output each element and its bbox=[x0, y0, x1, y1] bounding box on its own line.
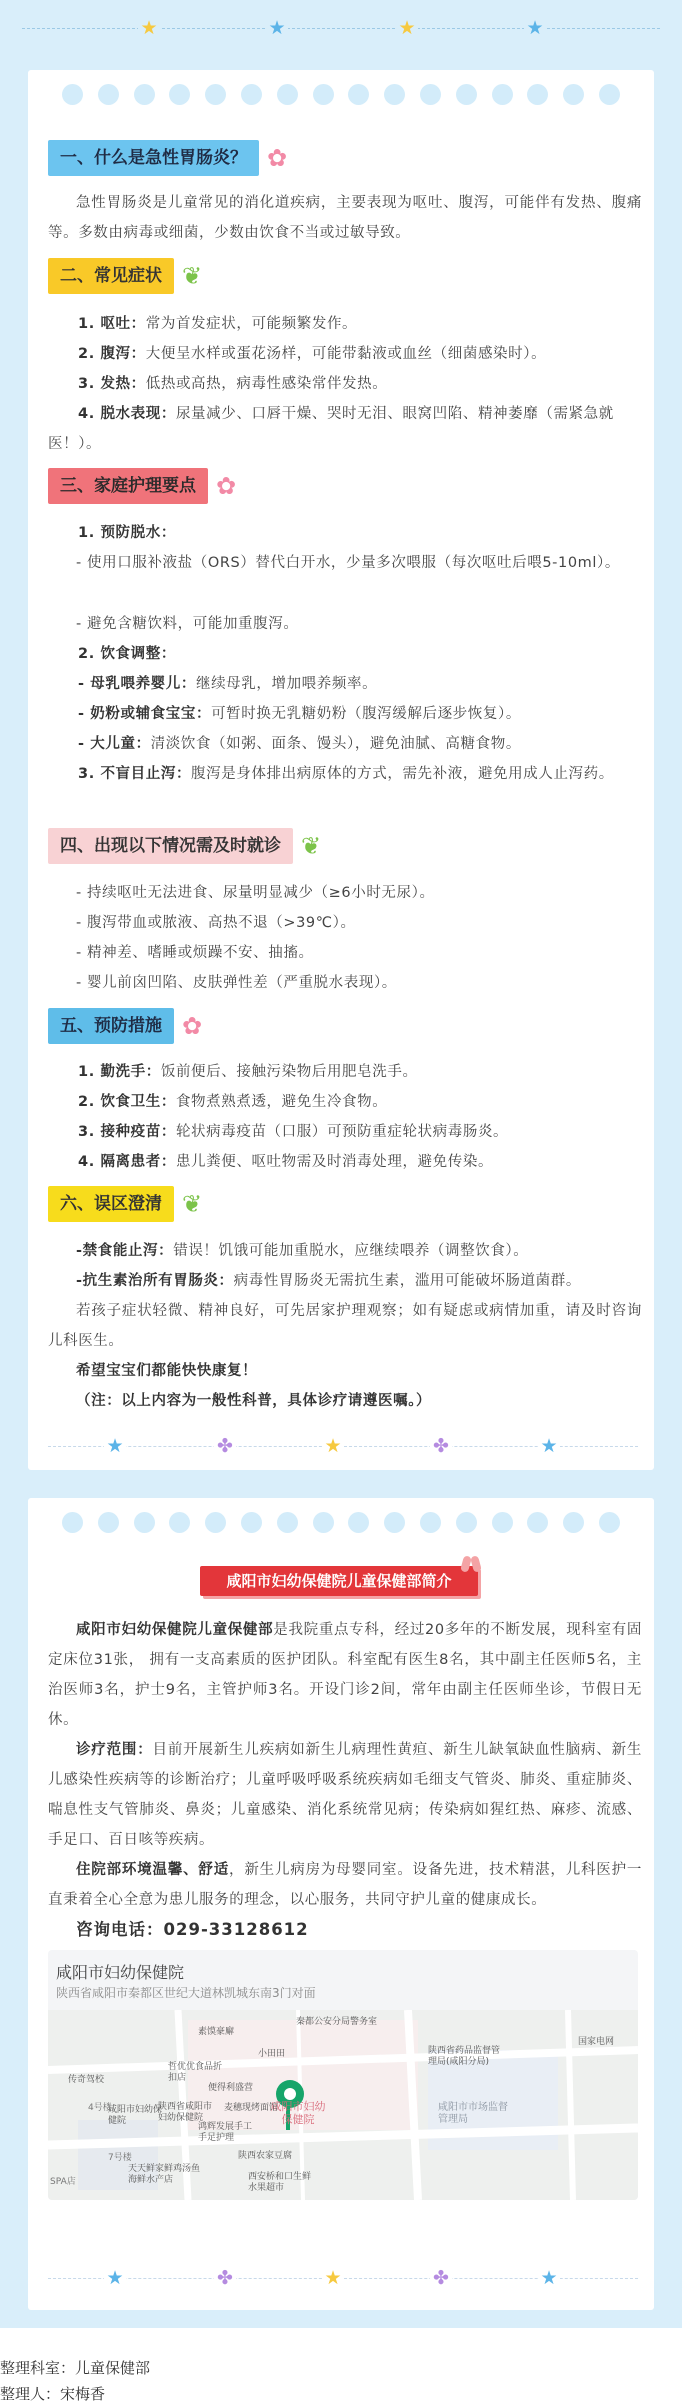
star-icon: ★ bbox=[538, 1435, 560, 1457]
clover-icon: ✤ bbox=[214, 1435, 236, 1457]
department-scope: 诊疗范围：目前开展新生儿疾病如新生儿病理性黄疸、新生儿缺氧缺血性脑病、新生儿感染性疾病等的诊断治疗；儿童呼吸呼吸系统疾病如毛细支气管炎、肺炎、重症肺炎、喘息性支气管肺炎、鼻炎；儿童感染、消化系统常见病；传染病如猩红热、麻疹、流感、手足口、百日咳等疾病。 bbox=[48, 1742, 642, 1848]
section-title: 五、预防措施 bbox=[48, 1008, 174, 1044]
section-title: 二、常见症状 bbox=[48, 258, 174, 294]
leaf-icon: ❦ bbox=[182, 1190, 203, 1218]
department-environment: 住院部环境温馨、舒适，新生儿病房为母婴同室。设备先进，技术精湛，儿科医护一直秉着全心全意为患儿服务的理念，以心服务，共同守护儿童的健康成长。 bbox=[48, 1862, 642, 1908]
map-label: 西安桥和口生鲜水果超市 bbox=[248, 2172, 312, 2193]
care-heading: 3. 不盲目止泻：腹泻是身体排出病原体的方式，需先补液，避免用成人止泻药。 bbox=[78, 766, 614, 782]
star-divider bbox=[22, 14, 660, 42]
star-divider bbox=[48, 1432, 638, 1460]
section-header-5 bbox=[48, 1008, 202, 1044]
prevention-item: 2. 饮食卫生：食物煮熟煮透，避免生冷食物。 bbox=[78, 1094, 388, 1110]
map-card[interactable] bbox=[48, 1950, 638, 2200]
section-header-3 bbox=[48, 468, 236, 504]
star-icon: ★ bbox=[322, 2267, 344, 2289]
map-address: 陕西省咸阳市秦都区世纪大道林凯城东南3门对面 bbox=[56, 1986, 316, 2000]
footer-person: 整理人：宋梅香 bbox=[0, 2385, 106, 2403]
prevention-item: 1. 勤洗手：饭前便后、接触污染物后用肥皂洗手。 bbox=[78, 1064, 418, 1080]
star-icon: ★ bbox=[524, 17, 546, 39]
flower-icon: ✿ bbox=[216, 472, 237, 500]
care-heading: 1. 预防脱水： bbox=[78, 525, 176, 541]
flower-icon: ✿ bbox=[182, 1012, 203, 1040]
dot-row bbox=[62, 1512, 620, 1534]
map-label: 咸阳市市场监督管理局 bbox=[438, 2102, 508, 2125]
section-title: 三、家庭护理要点 bbox=[48, 468, 208, 504]
map-label: 小田田 bbox=[258, 2049, 286, 2059]
section-header-2 bbox=[48, 258, 202, 294]
symptom-item: 4. 脱水表现：尿量减少、口唇干燥、哭时无泪、眼窝凹陷、精神萎靡（需紧急就医！）。 bbox=[48, 406, 614, 452]
wish-text: 希望宝宝们都能快快康复！ bbox=[76, 1363, 258, 1379]
map-label: 陕西省药品监督管理局(咸阳分局) bbox=[428, 2046, 501, 2067]
prevention-item: 3. 接种疫苗：轮状病毒疫苗（口服）可预防重症轮状病毒肠炎。 bbox=[78, 1124, 509, 1140]
warning-item: - 持续呕吐无法进食、尿量明显减少（≥6小时无尿）。 bbox=[76, 885, 435, 901]
warning-item: - 精神差、嗜睡或烦躁不安、抽搐。 bbox=[76, 945, 314, 961]
map-label: 鸿辉发展手工手足护理 bbox=[198, 2122, 253, 2143]
map-label: 麦穗现烤面馆 bbox=[224, 2103, 279, 2113]
map-label: 4号楼 bbox=[88, 2103, 112, 2113]
star-icon: ★ bbox=[104, 1435, 126, 1457]
map-pin-label: 咸阳市妇幼保健院 bbox=[270, 2100, 326, 2126]
map-label: 咸阳市妇幼保健院 bbox=[108, 2105, 163, 2126]
diet-item: - 母乳喂养婴儿：继续母乳，增加喂养频率。 bbox=[78, 676, 378, 692]
map-label: 陕西省咸阳市妇幼保健院 bbox=[158, 2102, 213, 2123]
warning-item: - 婴儿前囟凹陷、皮肤弹性差（严重脱水表现）。 bbox=[76, 975, 397, 991]
map-place-name: 咸阳市妇幼保健院 bbox=[56, 1963, 185, 1982]
intro-paragraph: 急性胃肠炎是儿童常见的消化道疾病，主要表现为呕吐、腹泻，可能伴有发热、腹痛等。多数由病毒或细菌，少数由饮食不当或过敏导致。 bbox=[48, 195, 642, 241]
department-banner: 咸阳市妇幼保健院儿童保健部简介 bbox=[200, 1566, 478, 1596]
myth-item: -禁食能止泻：错误！饥饿可能加重脱水，应继续喂养（调整饮食）。 bbox=[76, 1243, 529, 1259]
star-icon: ★ bbox=[266, 17, 288, 39]
star-icon: ★ bbox=[104, 2267, 126, 2289]
map-label: 7号楼 bbox=[108, 2153, 132, 2163]
map-label: 素馍豪廨 bbox=[198, 2027, 235, 2037]
star-divider bbox=[48, 2264, 638, 2292]
leaf-icon: ❦ bbox=[301, 832, 322, 860]
care-text: - 避免含糖饮料，可能加重腹泻。 bbox=[76, 616, 299, 632]
care-text: - 使用口服补液盐（ORS）替代白开水，少量多次喂服（每次呕吐后喂5-10ml）。 bbox=[76, 555, 620, 571]
phone-number: 咨询电话：029-33128612 bbox=[76, 1920, 309, 1939]
section-title: 四、出现以下情况需及时就诊 bbox=[48, 828, 293, 864]
star-icon: ★ bbox=[396, 17, 418, 39]
prevention-item: 4. 隔离患者：患儿粪便、呕吐物需及时消毒处理，避免传染。 bbox=[78, 1154, 494, 1170]
clover-icon: ✤ bbox=[214, 2267, 236, 2289]
disclaimer-note: （注：以上内容为一般性科普，具体诊疗请遵医嘱。） bbox=[76, 1393, 432, 1409]
leaf-icon: ❦ bbox=[182, 262, 203, 290]
star-icon: ★ bbox=[322, 1435, 344, 1457]
section-title: 一、什么是急性胃肠炎？ bbox=[48, 140, 259, 176]
map-label: 传奇驾校 bbox=[68, 2075, 105, 2085]
symptom-item: 2. 腹泻：大便呈水样或蛋花汤样，可能带黏液或血丝（细菌感染时）。 bbox=[78, 346, 547, 362]
section-header-4 bbox=[48, 828, 321, 864]
map-label: 天天鲜家鲜鸡汤鱼海鲜水产店 bbox=[128, 2164, 201, 2185]
flower-icon: ✿ bbox=[267, 144, 288, 172]
clover-icon: ✤ bbox=[430, 2267, 452, 2289]
section-header-1 bbox=[48, 140, 287, 176]
star-icon: ★ bbox=[538, 2267, 560, 2289]
map-label: SPA店 bbox=[50, 2177, 76, 2187]
care-heading: 2. 饮食调整： bbox=[78, 646, 176, 662]
diet-item: - 大儿童：清淡饮食（如粥、面条、馒头），避免油腻、高糖食物。 bbox=[78, 736, 521, 752]
section-header-6 bbox=[48, 1186, 202, 1222]
myth-item: -抗生素治所有胃肠炎：病毒性胃肠炎无需抗生素，滥用可能破坏肠道菌群。 bbox=[76, 1273, 581, 1289]
map-label: 国家电网 bbox=[578, 2037, 615, 2047]
clover-icon: ✤ bbox=[430, 1435, 452, 1457]
section-title: 六、误区澄清 bbox=[48, 1186, 174, 1222]
warning-item: - 腹泻带血或脓液、高热不退（>39℃）。 bbox=[76, 915, 356, 931]
map-label: 便得利盛营 bbox=[208, 2083, 254, 2093]
symptom-item: 3. 发热：低热或高热，病毒性感染常伴发热。 bbox=[78, 376, 388, 392]
map-label: 哲优优食品折扣店 bbox=[168, 2062, 223, 2083]
department-intro: 咸阳市妇幼保健院儿童保健部是我院重点专科，经过20多年的不断发展，现科室有固定床位31张， 拥有一支高素质的医护团队。科室配有医生8名，其中副主任医师5名，主治医师3名，护士9名，主管护师3名。开设门诊2间，常年由副主任医师坐诊，节假日无休。 bbox=[48, 1622, 642, 1728]
map-label: 陕西农家豆腐 bbox=[238, 2151, 293, 2161]
map-label: 秦都公安分局警务室 bbox=[296, 2017, 378, 2027]
ribbon-icon bbox=[462, 1556, 484, 1572]
symptom-item: 1. 呕吐：常为首发症状，可能频繁发作。 bbox=[78, 316, 358, 332]
footer-department: 整理科室：儿童保健部 bbox=[0, 2359, 151, 2377]
dot-row bbox=[62, 84, 620, 106]
advice-paragraph: 若孩子症状轻微、精神良好，可先居家护理观察；如有疑虑或病情加重，请及时咨询儿科医生。 bbox=[48, 1303, 642, 1349]
diet-item: - 奶粉或辅食宝宝：可暂时换无乳糖奶粉（腹泻缓解后逐步恢复）。 bbox=[78, 706, 521, 722]
star-icon: ★ bbox=[138, 17, 160, 39]
